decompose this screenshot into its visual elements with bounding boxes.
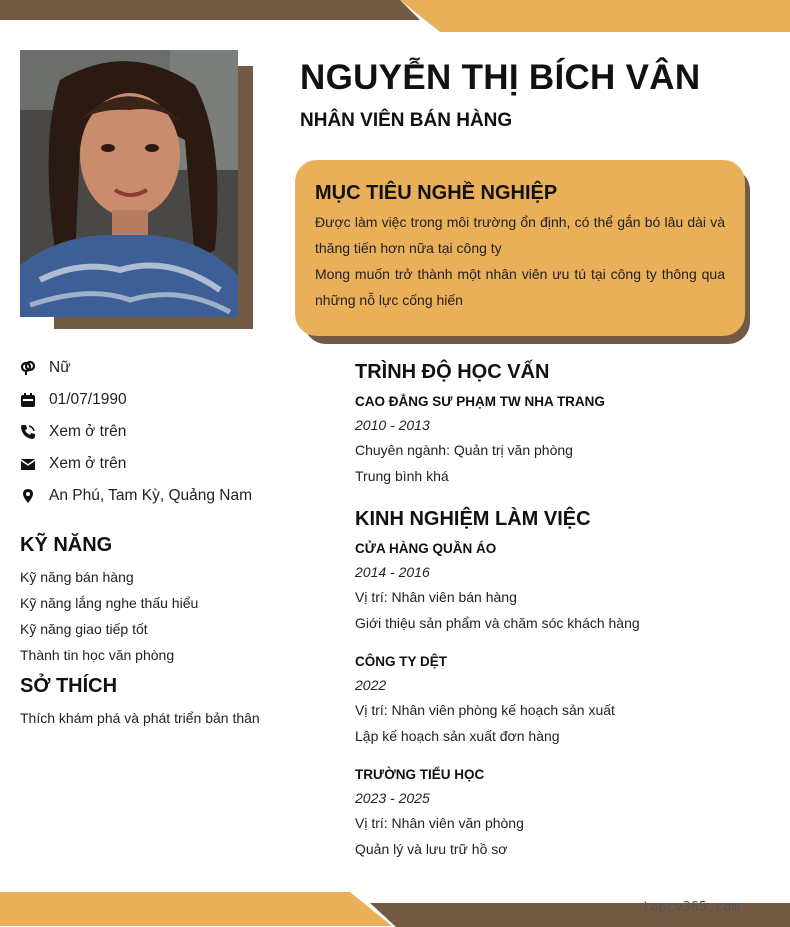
skill-item: Kỹ năng lắng nghe thấu hiểu (20, 595, 199, 611)
top-banner (0, 0, 790, 32)
mail-icon (20, 456, 36, 472)
experience-detail: Lập kế hoạch sản xuất đơn hàng (355, 728, 560, 744)
education-school: CAO ĐẲNG SƯ PHẠM TW NHA TRANG (355, 394, 605, 409)
hobbies-title: SỞ THÍCH (20, 675, 118, 697)
objective-title: MỤC TIÊU NGHỀ NGHIỆP (315, 182, 558, 204)
job-title: NHÂN VIÊN BÁN HÀNG (300, 110, 513, 131)
experience-org: CỬA HÀNG QUẦN ÁO (355, 541, 497, 556)
experience-org: TRƯỜNG TIỂU HỌC (355, 767, 485, 782)
contact-phone (20, 422, 126, 442)
gender-icon (20, 360, 36, 376)
skills-title: KỸ NĂNG (20, 534, 113, 556)
contact-email (20, 454, 126, 474)
contact-text: Nữ (49, 359, 71, 376)
watermark: topcv365.com (642, 899, 740, 915)
experience-org: CÔNG TY DỆT (355, 654, 448, 669)
contact-address (20, 486, 252, 506)
objective-box (295, 160, 745, 336)
calendar-icon (20, 392, 36, 408)
contact-text: Xem ở trên (49, 455, 127, 472)
experience-period: 2022 (355, 677, 387, 693)
contact-text: Xem ở trên (49, 423, 127, 440)
experience-period: 2014 - 2016 (355, 564, 430, 580)
hobby-item: Thích khám phá và phát triển bản thân (20, 710, 260, 726)
phone-icon (20, 424, 36, 440)
education-detail: Chuyên ngành: Quản trị văn phòng (355, 442, 573, 458)
profile-photo (20, 50, 238, 317)
education-detail: Trung bình khá (355, 468, 449, 484)
experience-detail: Vị trí: Nhân viên bán hàng (355, 589, 517, 605)
experience-period: 2023 - 2025 (355, 790, 430, 806)
experience-detail: Vị trí: Nhân viên phòng kế hoạch sản xuất (355, 702, 615, 718)
contact-text: An Phú, Tam Kỳ, Quảng Nam (49, 487, 253, 504)
experience-detail: Giới thiệu sản phẩm và chăm sóc khách hàng (355, 615, 640, 631)
skill-item: Kỹ năng bán hàng (20, 569, 134, 585)
skill-item: Thành tin học văn phòng (20, 647, 175, 663)
candidate-name: NGUYỄN THỊ BÍCH VÂN (300, 58, 701, 97)
contact-text: 01/07/1990 (49, 391, 127, 408)
education-period: 2010 - 2013 (355, 417, 430, 433)
objective-line: Được làm việc trong môi trường ổn định, có thể gắn bó lâu dài và thăng tiến hơn nữa tại công ty (315, 214, 725, 256)
contact-gender (20, 358, 71, 378)
contact-birthday (20, 390, 127, 410)
experience-detail: Vị trí: Nhân viên văn phòng (355, 815, 524, 831)
experience-title: KINH NGHIỆM LÀM VIỆC (355, 508, 591, 530)
location-pin-icon (20, 488, 36, 504)
education-title: TRÌNH ĐỘ HỌC VẤN (355, 361, 550, 383)
skill-item: Kỹ năng giao tiếp tốt (20, 621, 148, 637)
experience-detail: Quản lý và lưu trữ hồ sơ (355, 841, 508, 857)
objective-line: Mong muốn trở thành một nhân viên ưu tú tại công ty thông qua những nỗ lực cống hiến (315, 266, 725, 308)
